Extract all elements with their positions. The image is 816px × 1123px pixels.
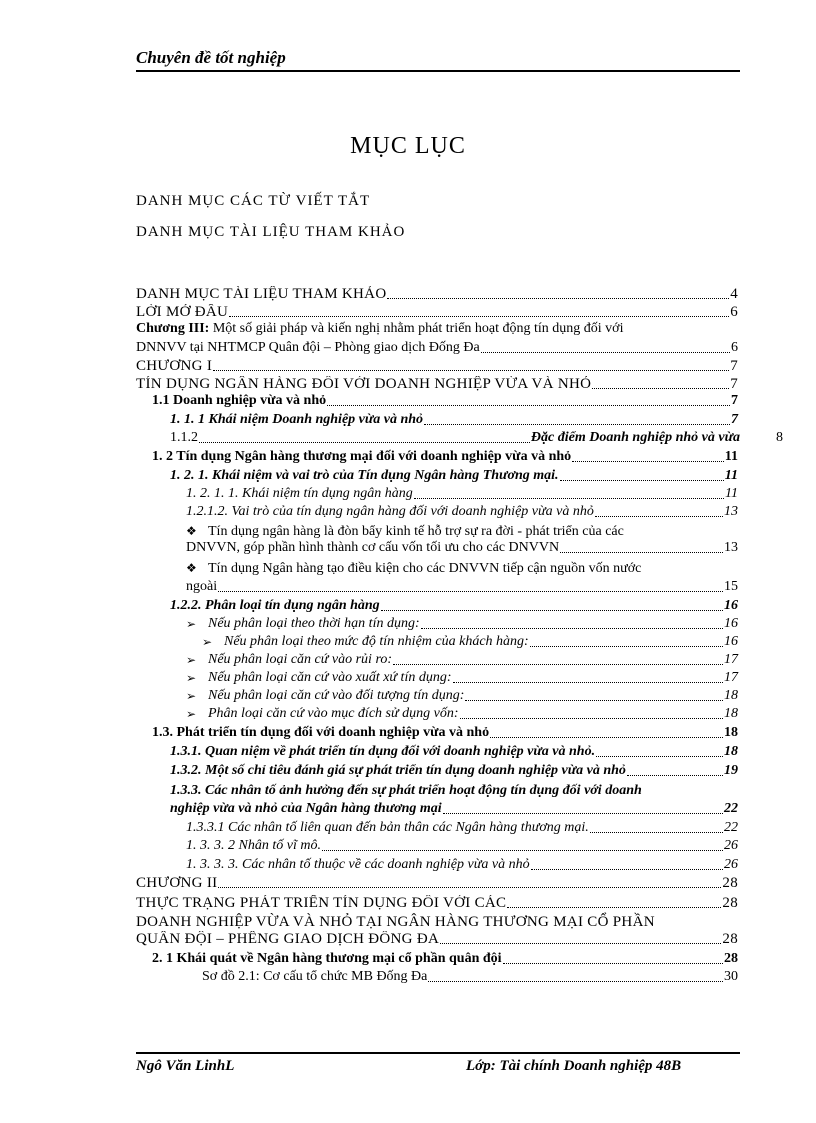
dot-leader [428, 969, 723, 982]
arrow-bullet-icon: ➢ [186, 707, 197, 721]
dot-leader [393, 652, 723, 665]
toc-entry[interactable] [202, 967, 738, 985]
dot-leader [595, 504, 723, 517]
dot-leader [421, 616, 723, 629]
toc-entry[interactable] [136, 374, 738, 392]
dot-leader [440, 931, 721, 944]
toc-entry[interactable] [170, 428, 740, 446]
toc-page-number: 16 [724, 616, 738, 631]
toc-page-number: 26 [724, 838, 738, 853]
toc-entry-text: Phân loại căn cứ vào mục đích sử dụng vốn: [208, 706, 459, 721]
toc-page-number: 6 [731, 340, 738, 355]
toc-page-number: 28 [722, 895, 738, 911]
toc-entry[interactable] [170, 466, 738, 484]
toc-entry[interactable] [186, 686, 738, 704]
toc-entry[interactable] [186, 704, 738, 722]
toc-entry-text: Nếu phân loại căn cứ vào rủi ro: [208, 652, 393, 667]
toc-entry[interactable] [170, 742, 738, 760]
toc-page-number: 17 [724, 652, 738, 667]
toc-page-number: 22 [724, 820, 738, 835]
dot-leader [572, 449, 724, 462]
toc-entry-text: 1.3.3.1 Các nhân tố liên quan đến bản thân các Ngân hàng thương mại. [186, 820, 589, 835]
toc-page-number: 16 [724, 634, 738, 649]
toc-entry[interactable] [186, 577, 738, 595]
toc-entry-text: Tín dụng ngân hàng là đòn bẩy kinh tế hỗ trợ sự ra đời - phát triển của các [208, 524, 624, 539]
toc-entry-text: Nếu phân loại theo mức độ tín nhiệm của khách hàng: [224, 634, 529, 649]
toc-entry-text: 1.3. Phát triển tín dụng đối với doanh nghiệp vừa và nhỏ [152, 725, 490, 740]
dot-leader [381, 598, 723, 611]
toc-entry[interactable] [152, 949, 738, 967]
dot-leader [531, 857, 723, 870]
toc-entry-line[interactable] [186, 560, 641, 577]
toc-entry-text: CHƯƠNG II [136, 875, 218, 891]
dot-leader [387, 286, 729, 299]
toc-entry[interactable] [186, 650, 738, 668]
dot-leader [465, 688, 723, 701]
toc-entry-text: 1. 2 Tín dụng Ngân hàng thương mại đối với doanh nghiệp vừa và nhỏ [152, 449, 572, 464]
dot-leader [590, 820, 723, 833]
toc-page-number: 15 [724, 579, 738, 594]
diamond-bullet-icon: ❖ [186, 524, 197, 538]
toc-entry[interactable] [186, 855, 738, 873]
dot-leader [560, 540, 723, 553]
toc-entry-text: Tín dụng Ngân hàng tạo điều kiện cho các DNVVN tiếp cận nguồn vốn nước [208, 561, 642, 576]
toc-page-number: 13 [724, 504, 738, 519]
dot-leader [596, 744, 723, 757]
toc-entry-text: DNNVV tại NHTMCP Quân đội – Phòng giao dịch Đống Đa [136, 340, 480, 355]
toc-entry-text: 1. 3. 3. 3. Các nhân tố thuộc về các doanh nghiệp vừa và nhỏ [186, 857, 530, 872]
toc-entry[interactable] [170, 761, 738, 779]
page-title: MỤC LỤC [350, 133, 466, 159]
toc-entry[interactable] [170, 799, 738, 817]
toc-page-number: 26 [724, 857, 738, 872]
toc-entry-text: QUÂN ĐỘI – PHÊNG GIAO DỊCH ĐỐNG ĐA [136, 931, 440, 947]
chapter-label: Chương III: [136, 321, 210, 336]
dot-leader [560, 468, 724, 481]
toc-entry-text: TÍN DỤNG NGÂN HÀNG ĐỐI VỚI DOANH NGHIỆP VỪA VÀ NHỎ [136, 376, 592, 392]
toc-entry[interactable] [152, 723, 738, 741]
toc-page-number: 22 [724, 801, 738, 816]
arrow-bullet-icon: ➢ [202, 635, 213, 649]
toc-entry-text: 1. 2. 1. 1. Khái niệm tín dụng ngân hàng [186, 486, 413, 501]
dot-leader [213, 358, 729, 371]
toc-page-number: 28 [722, 931, 738, 947]
dot-leader [443, 801, 723, 814]
toc-entry-text: Nếu phân loại căn cứ vào đối tượng tín dụng: [208, 688, 465, 703]
toc-entry[interactable] [136, 929, 738, 947]
toc-entry-number: 1.1.2 [170, 430, 198, 445]
toc-entry-text: Một số giải pháp và kiến nghị nhằm phát triển hoạt động tín dụng đối với [209, 321, 624, 336]
arrow-bullet-icon: ➢ [186, 689, 197, 703]
toc-entry-text: 1.2.1.2. Vai trò của tín dụng ngân hàng đối với doanh nghiệp vừa và nhỏ [186, 504, 594, 519]
toc-page-number: 17 [724, 670, 738, 685]
dot-leader [424, 412, 730, 425]
toc-entry-text: Sơ đồ 2.1: Cơ cấu tổ chức MB Đống Đa [202, 969, 428, 984]
document-header: Chuyên đề tốt nghiệp [136, 48, 286, 67]
dot-leader [453, 670, 723, 683]
dot-leader [322, 838, 723, 851]
toc-entry-text: Nếu phân loại theo thời hạn tín dụng: [208, 616, 420, 631]
toc-entry[interactable] [170, 596, 738, 614]
toc-entry-text: DNVVN, góp phần hình thành cơ cấu vốn tối ưu cho các DNVVN [186, 540, 560, 555]
toc-entry[interactable] [170, 410, 738, 428]
toc-page-number: 13 [724, 540, 738, 555]
toc-page-number: 7 [730, 376, 738, 392]
toc-entry-text: LỜI MỞ ĐẦU [136, 304, 229, 320]
toc-entry-text: 1.3.2. Một số chỉ tiêu đánh giá sự phát triển tín dụng doanh nghiệp vừa và nhỏ [170, 763, 626, 778]
toc-entry[interactable] [136, 284, 738, 302]
toc-page-number: 8 [776, 430, 783, 445]
toc-page-number: 28 [722, 875, 738, 891]
toc-page-number: 30 [724, 969, 738, 984]
dot-leader [199, 430, 530, 443]
toc-page-number: 4 [730, 286, 738, 302]
toc-entry[interactable] [186, 484, 738, 502]
footer-rule [136, 1052, 740, 1054]
footer-class: Lớp: Tài chính Doanh nghiệp 48B [466, 1058, 682, 1074]
toc-entry-text: 1. 1. 1 Khái niệm Doanh nghiệp vừa và nhỏ [170, 412, 424, 427]
toc-page-number: 18 [724, 688, 738, 703]
toc-entry-text: CHƯƠNG I [136, 358, 213, 374]
toc-entry-text: THỰC TRẠNG PHÁT TRIỂN TÍN DỤNG ĐỐI VỚI CÁC [136, 895, 507, 911]
toc-entry-line[interactable]: DOANH NGHIỆP VỪA VÀ NHỎ TẠI NGÂN HÀNG THƯƠNG MẠI CỔ PHẦN [136, 914, 655, 930]
arrow-bullet-icon: ➢ [186, 653, 197, 667]
dot-leader [218, 579, 723, 592]
toc-page-number: 18 [724, 744, 738, 759]
toc-entry[interactable] [186, 538, 738, 556]
dot-leader [229, 304, 729, 317]
toc-page-number: 18 [724, 725, 738, 740]
toc-entry-text: 1. 3. 3. 2 Nhân tố vĩ mô. [186, 838, 321, 853]
toc-entry[interactable] [186, 614, 738, 632]
toc-entry-text: 1.1 Doanh nghiệp vừa và nhỏ [152, 393, 327, 408]
toc-entry-text: 1.2.2. Phân loại tín dụng ngân hàng [170, 598, 380, 613]
toc-page-number: 18 [724, 706, 738, 721]
toc-entry[interactable] [136, 873, 738, 891]
section-references: DANH MỤC TÀI LIỆU THAM KHẢO [136, 224, 406, 240]
dot-leader [327, 393, 730, 406]
toc-page-number: 16 [724, 598, 738, 613]
toc-page-number: 19 [724, 763, 738, 778]
toc-entry[interactable] [136, 893, 738, 911]
toc-entry[interactable] [152, 447, 738, 465]
toc-entry[interactable] [186, 836, 738, 854]
dot-leader [218, 875, 721, 888]
toc-entry[interactable] [186, 668, 738, 686]
arrow-bullet-icon: ➢ [186, 671, 197, 685]
dot-leader [503, 951, 723, 964]
dot-leader [414, 486, 724, 499]
dot-leader [592, 376, 729, 389]
toc-entry-text: 2. 1 Khái quát về Ngân hàng thương mại cổ phần quân đội [152, 951, 502, 966]
toc-entry[interactable] [202, 632, 738, 650]
toc-entry[interactable] [186, 818, 738, 836]
toc-page-number: 11 [725, 486, 738, 501]
dot-leader [460, 706, 724, 719]
toc-entry-text: DANH MỤC TÀI LIỆU THAM KHẢO [136, 286, 387, 302]
toc-page-number: 28 [724, 951, 738, 966]
toc-page-number: 7 [731, 393, 738, 408]
toc-entry[interactable] [186, 502, 738, 520]
toc-entry-text: ngoài [186, 579, 218, 594]
footer-author: Ngô Văn LinhL [136, 1058, 235, 1074]
toc-entry-text: nghiệp vừa và nhỏ của Ngân hàng thương mại [170, 801, 442, 816]
toc-page-number: 11 [724, 468, 738, 483]
toc-entry[interactable] [136, 356, 738, 374]
toc-entry[interactable] [136, 302, 738, 320]
toc-entry-line[interactable]: 1.3.3. Các nhân tố ảnh hưởng đến sự phát triển hoạt động tín dụng đối với doanh [170, 783, 642, 798]
dot-leader [481, 340, 730, 353]
toc-entry-line[interactable] [136, 321, 623, 337]
dot-leader [490, 725, 723, 738]
toc-page-number: 11 [724, 449, 738, 464]
dot-leader [627, 763, 723, 776]
toc-entry-text: Đặc điểm Doanh nghiệp nhỏ và vừa [530, 430, 740, 445]
dot-leader [507, 895, 721, 908]
diamond-bullet-icon: ❖ [186, 561, 197, 575]
toc-entry[interactable] [136, 338, 738, 356]
section-abbreviations: DANH MỤC CÁC TỪ VIẾT TẮT [136, 193, 371, 209]
toc-entry[interactable] [152, 391, 738, 409]
toc-entry-text: Nếu phân loại căn cứ vào xuất xứ tín dụng: [208, 670, 452, 685]
toc-entry-text: 1.3.1. Quan niệm về phát triển tín dụng đối với doanh nghiệp vừa và nhỏ. [170, 744, 596, 759]
toc-page-number: 7 [731, 412, 738, 427]
toc-page-number: 7 [730, 358, 738, 374]
arrow-bullet-icon: ➢ [186, 617, 197, 631]
dot-leader [530, 634, 723, 647]
toc-entry-text: 1. 2. 1. Khái niệm và vai trò của Tín dụng Ngân hàng Thương mại. [170, 468, 559, 483]
toc-page-number: 6 [730, 304, 738, 320]
